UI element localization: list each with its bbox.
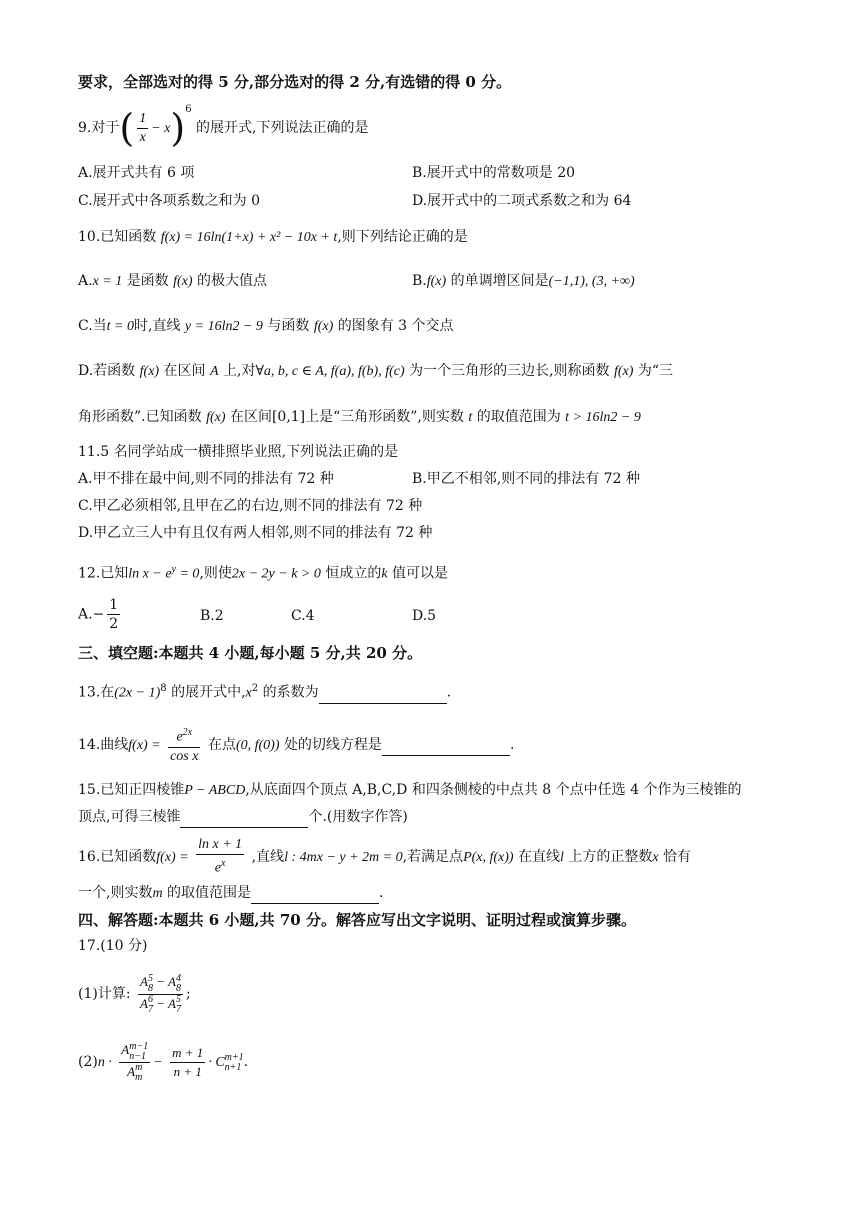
q11-option-d: D.甲乙立三人中有且仅有两人相邻,则不同的排法有 72 种: [78, 525, 433, 541]
section-3-heading: 三、填空题:本题共 4 小题,每小题 5 分,共 20 分。: [78, 644, 423, 662]
question-17-part1: (1)计算: A 5 8 − A 4 8 A 6 7 − A 5 7 ;: [78, 972, 191, 1015]
q11-option-a: A.甲不排在最中间,则不同的排法有 72 种: [78, 471, 334, 487]
q9-option-d: D.展开式中的二项式系数之和为 64: [412, 193, 632, 209]
question-11-stem: 11.5 名同学站成一横排照毕业照,下列说法正确的是: [78, 444, 399, 460]
q10-option-d-line2: 角形函数”.已知函数 f(x) 在区间[0,1]上是“三角形函数”,则实数 t 的取值范围为 t > 16ln2 − 9: [78, 409, 641, 425]
q14-answer-blank[interactable]: [382, 735, 510, 756]
section-4-heading: 四、解答题:本题共 6 小题,共 70 分。解答应写出文字说明、证明过程或演算步骤。: [78, 911, 636, 929]
q10-option-c: C.当t = 0时,直线 y = 16ln2 − 9 与函数 f(x) 的图象有 3 个交点: [78, 318, 454, 334]
q10-option-d-line1: D.若函数 f(x) 在区间 A 上,对∀a, b, c ∈ A, f(a), f(b), f(c) 为一个三角形的三边长,则称函数 f(x) 为“三: [78, 363, 674, 379]
q9-option-a: A.展开式共有 6 项: [78, 165, 195, 181]
question-9-stem: 9.对于( $\frac{1}{x}$ − x)$^6$ 的展开式,下列说法正确的是: [78, 104, 369, 150]
question-15-line1: 15.已知正四棱锥P − ABCD,从底面四个顶点 A,B,C,D 和四条侧棱的中点共 8 个点中任选 4 个作为三棱锥的: [78, 782, 742, 798]
q9-prefix: 9.对于: [78, 120, 120, 136]
q11-option-c: C.甲乙必须相邻,且甲在乙的右边,则不同的排法有 72 种: [78, 498, 423, 514]
q12-option-a: A.− $\frac{1}{2}$: [78, 597, 119, 632]
question-12-stem: 12.已知$\ln x - e^y = 0$,则使2x − 2y − k > 0 恒成立的k 值可以是: [78, 564, 448, 582]
question-15-line2: 顶点,可得三棱锥 个.(用数字作答): [78, 807, 408, 828]
question-13: 13.在$(2x - 1)^8$ 的展开式中$,x^2$ 的系数为 .: [78, 679, 451, 704]
q10-prefix: 10.已知函数: [78, 229, 157, 245]
scoring-requirement: 要求，全部选对的得 5 分,部分选对的得 2 分,有选错的得 0 分。: [78, 73, 512, 91]
q10-suffix: ,则下列结论正确的是: [337, 229, 468, 245]
question-16-line2: 一个,则实数m 的取值范围是 .: [78, 883, 383, 904]
q11-option-b: B.甲乙不相邻,则不同的排法有 72 种: [412, 471, 640, 487]
question-14: 14.曲线f(x) = $\frac{e^{2x}}{\text{cos x}}$ 在点(0, f(0)) 处的切线方程是 .: [78, 724, 514, 768]
q12-option-c: C.4: [291, 608, 315, 624]
q10-formula: f(x) = 16ln(1+x) + x² − 10x + t: [160, 230, 338, 245]
q9-option-c: C.展开式中各项系数之和为 0: [78, 193, 261, 209]
q16-answer-blank[interactable]: [251, 883, 379, 904]
q10-option-a: A.x = 1 是函数 f(x) 的极大值点: [78, 273, 268, 289]
question-10-stem: [78, 227, 468, 248]
q12-option-d: D.5: [412, 608, 437, 624]
question-16-line1: 16.已知函数f(x) = $\frac{\text{ln x + 1}}{e^x}$ ,直线l : 4mx − y + 2m = 0,若满足点P(x, f(x)) 在直线l 上方的正整数x 恰有: [78, 837, 692, 876]
q10-option-b: B.f(x) 的单调增区间是(−1,1), (3, +∞): [412, 273, 635, 289]
q13-answer-blank[interactable]: [319, 683, 447, 704]
q15-answer-blank[interactable]: [180, 807, 308, 828]
q9-option-b: B.展开式中的常数项是 20: [412, 165, 576, 181]
q12-option-b: B.2: [200, 608, 224, 624]
q9-suffix: 的展开式,下列说法正确的是: [196, 120, 369, 136]
question-17-title: 17.(10 分): [78, 938, 148, 954]
question-17-part2: (2)n · A m−1 n−1 A m m − $\frac{m + 1}{n + 1}$ · C m+1 n+1 .: [78, 1040, 249, 1083]
